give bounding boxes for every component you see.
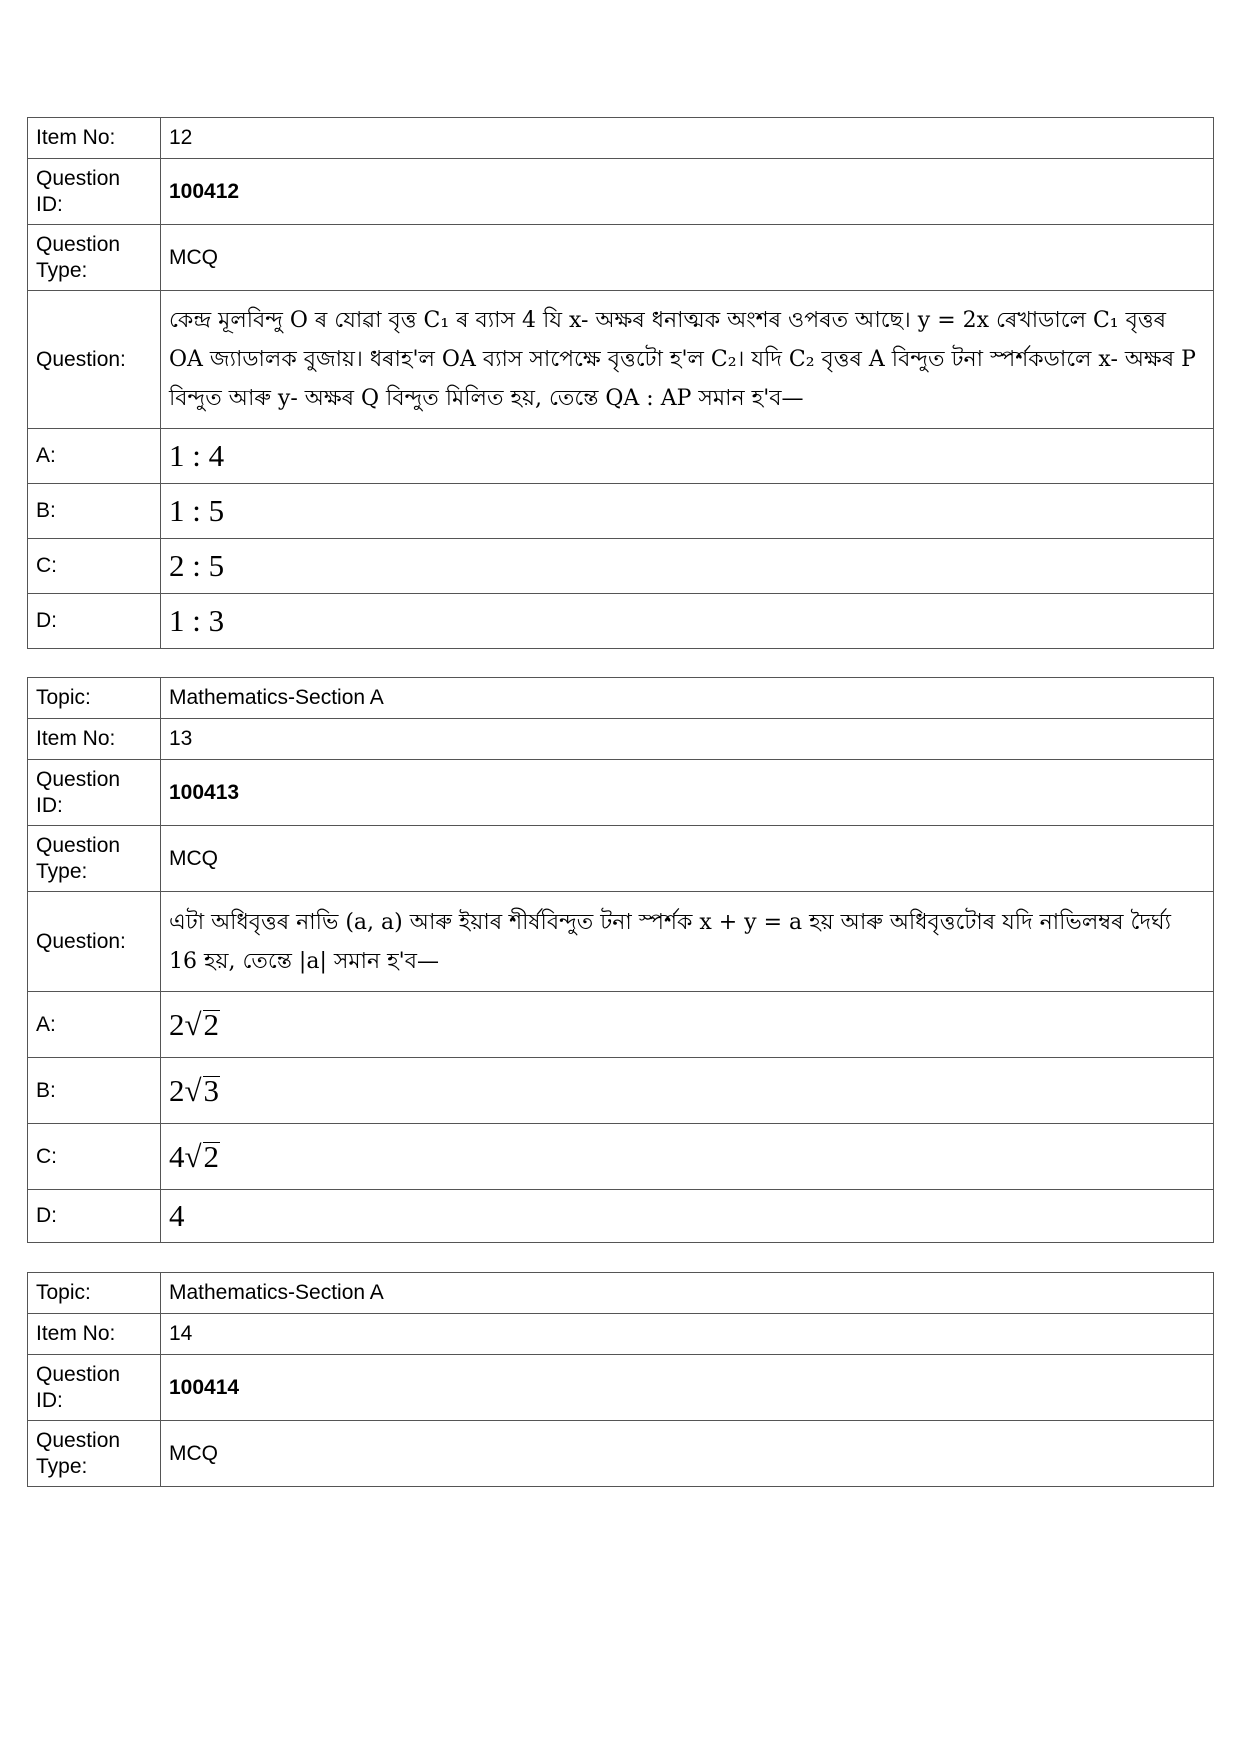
item-no-value: 12 bbox=[161, 118, 1214, 159]
question-table-12 bbox=[27, 117, 1214, 649]
option-d-value: 1 : 3 bbox=[161, 594, 1214, 649]
topic-label: Topic: bbox=[28, 678, 161, 719]
item-no-value: 14 bbox=[161, 1314, 1214, 1355]
option-a-label: A: bbox=[28, 429, 161, 484]
row-topic bbox=[28, 678, 1214, 719]
question-type-value: MCQ bbox=[161, 826, 1214, 892]
question-table-14 bbox=[27, 1272, 1214, 1487]
option-c-value bbox=[161, 1124, 1214, 1190]
option-a-value bbox=[161, 992, 1214, 1058]
row-item-no bbox=[28, 1314, 1214, 1355]
question-id-label: Question ID: bbox=[28, 159, 161, 225]
question-type-label: Question Type: bbox=[28, 1421, 161, 1487]
row-question-id bbox=[28, 1355, 1214, 1421]
item-no-label: Item No: bbox=[28, 118, 161, 159]
option-a-value: 1 : 4 bbox=[161, 429, 1214, 484]
option-b-value: 1 : 5 bbox=[161, 484, 1214, 539]
option-d-label: D: bbox=[28, 1190, 161, 1243]
question-id-value: 100414 bbox=[161, 1355, 1214, 1421]
row-question bbox=[28, 291, 1214, 429]
item-no-value: 13 bbox=[161, 719, 1214, 760]
question-id-label: Question ID: bbox=[28, 760, 161, 826]
row-option-b bbox=[28, 484, 1214, 539]
question-id-label: Question ID: bbox=[28, 1355, 161, 1421]
option-b-value bbox=[161, 1058, 1214, 1124]
row-question-id bbox=[28, 760, 1214, 826]
row-question-type bbox=[28, 1421, 1214, 1487]
question-type-label: Question Type: bbox=[28, 225, 161, 291]
option-b-label: B: bbox=[28, 484, 161, 539]
question-type-value: MCQ bbox=[161, 225, 1214, 291]
question-text: এটা অধিবৃত্তৰ নাভি (a, a) আৰু ইয়াৰ শীৰ্ষবিন্দুত টনা স্পৰ্শক x + y = a হয় আৰু অধিবৃত্তটোৰ যদি নাভিলম্বৰ দৈৰ্ঘ্য 16 হয়, তেন্তে |a| সমান হ'ব— bbox=[161, 892, 1214, 992]
topic-value: Mathematics-Section A bbox=[161, 678, 1214, 719]
option-c-value: 2 : 5 bbox=[161, 539, 1214, 594]
row-option-d bbox=[28, 594, 1214, 649]
question-label: Question: bbox=[28, 291, 161, 429]
option-c-coefficient: 4 bbox=[169, 1138, 185, 1174]
option-b-coefficient: 2 bbox=[169, 1072, 185, 1108]
option-d-value: 4 bbox=[161, 1190, 1214, 1243]
sqrt-symbol: √2 bbox=[184, 1138, 220, 1174]
option-d-label: D: bbox=[28, 594, 161, 649]
sqrt-symbol: √2 bbox=[184, 1006, 220, 1042]
option-b-radicand: 3 bbox=[203, 1072, 220, 1108]
option-a-coefficient: 2 bbox=[169, 1006, 185, 1042]
row-question-id bbox=[28, 159, 1214, 225]
row-item-no bbox=[28, 719, 1214, 760]
option-c-label: C: bbox=[28, 1124, 161, 1190]
row-question-type bbox=[28, 225, 1214, 291]
row-item-no bbox=[28, 118, 1214, 159]
row-option-c bbox=[28, 1124, 1214, 1190]
option-a-label: A: bbox=[28, 992, 161, 1058]
row-option-c bbox=[28, 539, 1214, 594]
row-question-type bbox=[28, 826, 1214, 892]
question-id-value: 100413 bbox=[161, 760, 1214, 826]
topic-value: Mathematics-Section A bbox=[161, 1273, 1214, 1314]
row-option-b bbox=[28, 1058, 1214, 1124]
item-no-label: Item No: bbox=[28, 1314, 161, 1355]
option-a-radicand: 2 bbox=[203, 1006, 220, 1042]
option-b-label: B: bbox=[28, 1058, 161, 1124]
option-c-label: C: bbox=[28, 539, 161, 594]
row-question bbox=[28, 892, 1214, 992]
option-c-radicand: 2 bbox=[203, 1138, 220, 1174]
question-type-label: Question Type: bbox=[28, 826, 161, 892]
question-text: কেন্দ্র মূলবিন্দু O ৰ যোৱা বৃত্ত C₁ ৰ ব্যাস 4 যি x- অক্ষৰ ধনাত্মক অংশৰ ওপৰত আছে। y = 2x ৰেখাডালে C₁ বৃত্তৰ OA জ্যাডালক বুজায়। ধৰাহ'ল OA ব্যাস সাপেক্ষে বৃত্তটো হ'ল C₂। যদি C₂ বৃত্তৰ A বিন্দুত টনা স্পৰ্শকডালে x- অক্ষৰ P বিন্দুত আৰু y- অক্ষৰ Q বিন্দুত মিলিত হয়, তেন্তে QA : AP সমান হ'ব— bbox=[161, 291, 1214, 429]
item-no-label: Item No: bbox=[28, 719, 161, 760]
question-id-value: 100412 bbox=[161, 159, 1214, 225]
row-topic bbox=[28, 1273, 1214, 1314]
row-option-a bbox=[28, 992, 1214, 1058]
row-option-d bbox=[28, 1190, 1214, 1243]
sqrt-symbol: √3 bbox=[184, 1072, 220, 1108]
question-type-value: MCQ bbox=[161, 1421, 1214, 1487]
question-table-13 bbox=[27, 677, 1214, 1243]
row-option-a bbox=[28, 429, 1214, 484]
question-label: Question: bbox=[28, 892, 161, 992]
topic-label: Topic: bbox=[28, 1273, 161, 1314]
